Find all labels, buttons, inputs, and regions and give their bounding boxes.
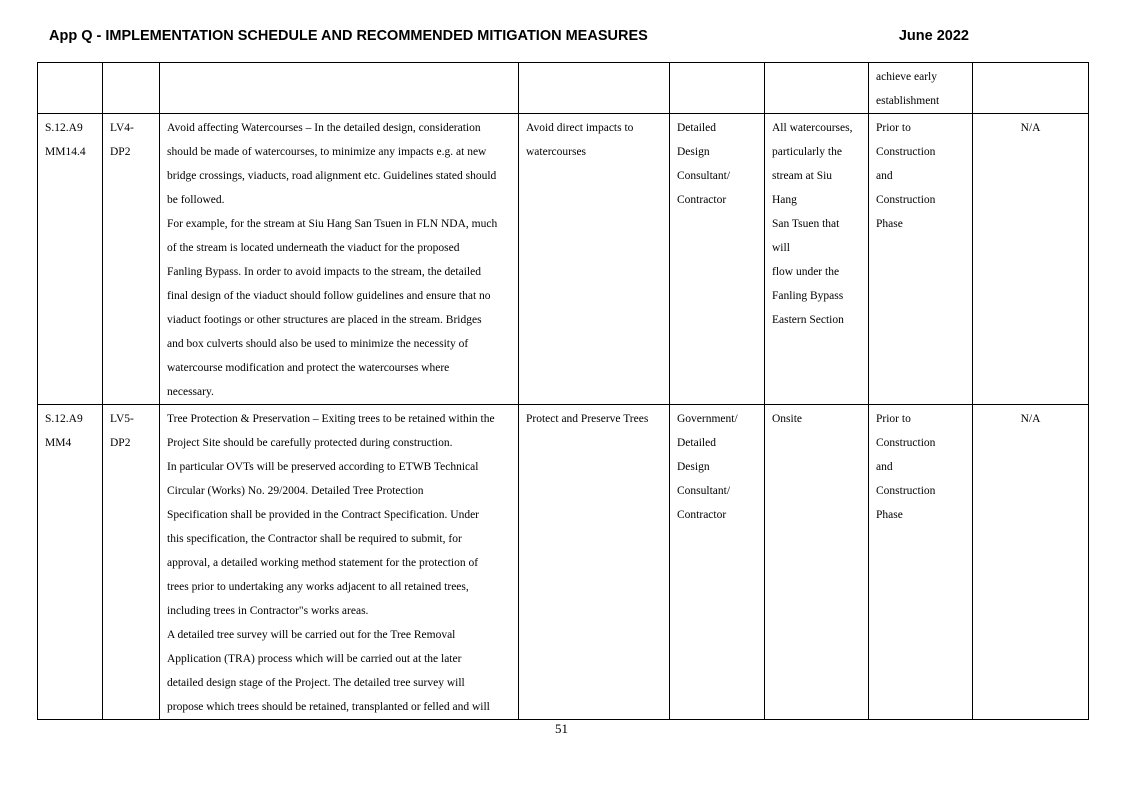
objectives-cell (519, 405, 670, 720)
cell-text-line: Contractor (677, 194, 727, 206)
cell-text-line: Hang (772, 194, 797, 206)
cell-text-line: All watercourses, (772, 122, 853, 134)
timing-cell (869, 63, 973, 114)
cell-text-line: Eastern Section (772, 314, 844, 326)
cell-text-line: LV4- (110, 122, 134, 134)
cell-text-line: Construction (876, 485, 936, 497)
em-ref-cell (103, 114, 160, 405)
cell-text-line: and (876, 461, 893, 473)
location-cell (765, 63, 869, 114)
cell-text-line: of the stream is located underneath the viaduct for the proposed (167, 242, 460, 254)
page-header (49, 28, 969, 48)
implementation-agent-cell (670, 405, 765, 720)
cell-text-line: necessary. (167, 386, 214, 398)
location-cell (765, 405, 869, 720)
cell-text-line: stream at Siu (772, 170, 833, 182)
cell-text-line: Circular (Works) No. 29/2004. Detailed Tree Protection (167, 485, 424, 497)
implementation-agent-cell (670, 63, 765, 114)
cell-text-line: Consultant/ (677, 485, 731, 497)
cell-text-line: DP2 (110, 146, 131, 158)
cell-text-line: In particular OVTs will be preserved according to ETWB Technical (167, 461, 479, 473)
cell-text-line: Project Site should be carefully protected during construction. (167, 437, 453, 449)
cell-text-line: watercourse modification and protect the watercourses where (167, 362, 450, 374)
cell-text-line: bridge crossings, viaducts, road alignment etc. Guidelines stated should (167, 170, 497, 182)
cell-text-line: final design of the viaduct should follow guidelines and ensure that no (167, 290, 491, 302)
cell-text-line: Design (677, 146, 710, 158)
cell-text-line: Construction (876, 194, 936, 206)
cell-text-line: MM4 (45, 437, 72, 449)
cell-text-line: watercourses (526, 146, 587, 158)
cell-text-line: Government/ (677, 413, 738, 425)
em-ref-cell (103, 63, 160, 114)
cell-text-line: Construction (876, 146, 936, 158)
cell-text-line: Fanling Bypass. In order to avoid impacts to the stream, the detailed (167, 266, 481, 278)
implementation-stage-cell (973, 405, 1089, 720)
cell-text-line: S.12.A9 (45, 413, 83, 425)
cell-text-line: DP2 (110, 437, 131, 449)
table-row (38, 63, 1089, 114)
cell-text-line: For example, for the stream at Siu Hang San Tsuen in FLN NDA, much (167, 218, 498, 230)
cell-text-line: Detailed (677, 437, 716, 449)
cell-text-line: Prior to (876, 413, 911, 425)
implementation-agent-cell (670, 114, 765, 405)
implementation-schedule-table (37, 62, 1089, 720)
cell-text-line: Onsite (772, 413, 803, 425)
cell-text-line: and box culverts should also be used to minimize the necessity of (167, 338, 469, 350)
cell-text-line: establishment (876, 95, 940, 107)
cell-text-line: Phase (876, 218, 903, 230)
eia-ref-cell (38, 63, 103, 114)
cell-text-line: Prior to (876, 122, 911, 134)
cell-text-line: Avoid direct impacts to (526, 122, 634, 134)
timing-cell (869, 114, 973, 405)
cell-text-line: viaduct footings or other structures are placed in the stream. Bridges (167, 314, 482, 326)
cell-text-line: Consultant/ (677, 170, 731, 182)
cell-text-line: Tree Protection & Preservation – Exiting trees to be retained within the (167, 413, 495, 425)
cell-text-line: MM14.4 (45, 146, 86, 158)
document-date: June 2022 (898, 28, 969, 44)
timing-cell (869, 405, 973, 720)
mitigation-measures-cell (160, 63, 519, 114)
cell-text-line: flow under the (772, 266, 840, 278)
cell-text-line: approval, a detailed working method statement for the protection of (167, 557, 479, 569)
cell-text-line: will (772, 242, 790, 254)
cell-text-line: San Tsuen that (772, 218, 840, 230)
cell-text-line: Phase (876, 509, 903, 521)
cell-text-line: Avoid affecting Watercourses – In the detailed design, consideration (167, 122, 481, 134)
cell-text: N/A (1020, 413, 1041, 425)
em-ref-cell (103, 405, 160, 720)
cell-text: N/A (1020, 122, 1041, 134)
cell-text-line: should be made of watercourses, to minimize any impacts e.g. at new (167, 146, 487, 158)
table-row (38, 114, 1089, 405)
page-number: 51 (555, 721, 568, 736)
eia-ref-cell (38, 114, 103, 405)
implementation-stage-cell (973, 63, 1089, 114)
cell-text-line: Construction (876, 437, 936, 449)
cell-text-line: Detailed (677, 122, 716, 134)
cell-text-line: particularly the (772, 146, 842, 158)
mitigation-measures-cell (160, 405, 519, 720)
table-row (38, 405, 1089, 720)
cell-text-line: Design (677, 461, 710, 473)
cell-text-line: Contractor (677, 509, 727, 521)
implementation-stage-cell (973, 114, 1089, 405)
cell-text-line: LV5- (110, 413, 134, 425)
cell-text-line: trees prior to undertaking any works adjacent to all retained trees, (167, 581, 469, 593)
cell-text-line: and (876, 170, 893, 182)
cell-text-line: S.12.A9 (45, 122, 83, 134)
location-cell (765, 114, 869, 405)
mitigation-measures-cell (160, 114, 519, 405)
cell-text-line: Fanling Bypass (772, 290, 844, 302)
cell-text-line: Specification shall be provided in the Contract Specification. Under (167, 509, 480, 521)
document-title: App Q - IMPLEMENTATION SCHEDULE AND RECOMMENDED MITIGATION MEASURES (49, 28, 648, 44)
cell-text-line: A detailed tree survey will be carried out for the Tree Removal (167, 629, 456, 641)
objectives-cell (519, 114, 670, 405)
cell-text-line: achieve early (876, 71, 937, 83)
eia-ref-cell (38, 405, 103, 720)
cell-text-line: Application (TRA) process which will be carried out at the later (167, 653, 462, 665)
cell-text-line: including trees in Contractor"s works areas. (167, 605, 369, 617)
objectives-cell (519, 63, 670, 114)
cell-text-line: this specification, the Contractor shall be required to submit, for (167, 533, 462, 545)
cell-text-line: propose which trees should be retained, transplanted or felled and will (167, 701, 490, 713)
cell-text-line: Protect and Preserve Trees (526, 413, 649, 425)
cell-text-line: be followed. (167, 194, 225, 206)
cell-text-line: detailed design stage of the Project. The detailed tree survey will (167, 677, 465, 689)
